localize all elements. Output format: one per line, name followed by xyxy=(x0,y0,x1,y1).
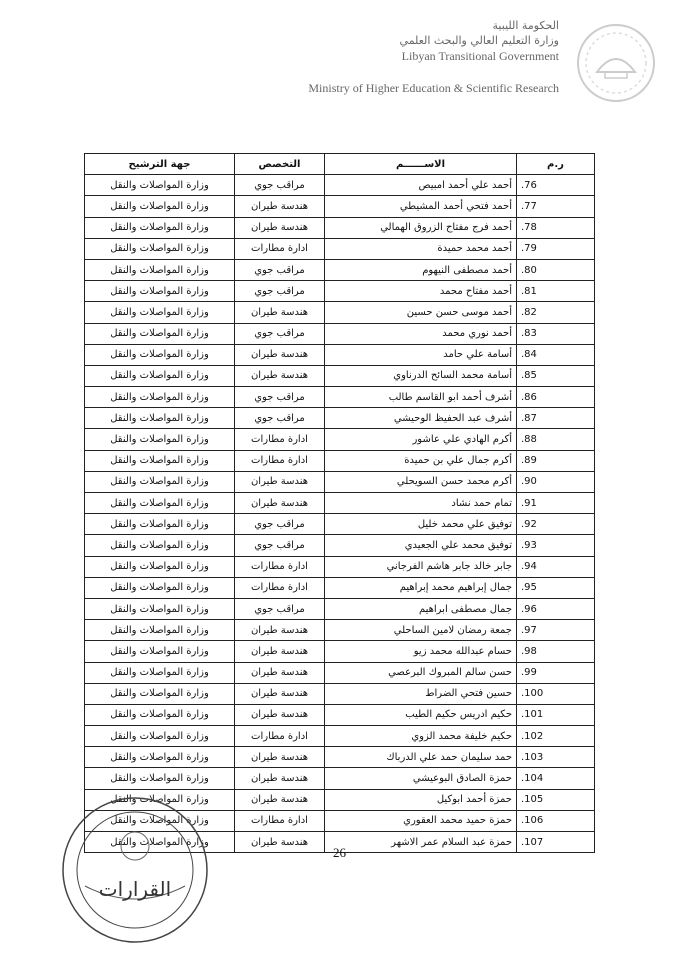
table-row xyxy=(85,259,595,280)
row-name: أحمد محمد حميدة xyxy=(325,238,517,259)
row-number: .99 xyxy=(517,662,595,683)
table-row xyxy=(85,641,595,662)
row-name: توفيق محمد علي الجعيدي xyxy=(325,535,517,556)
row-number: .89 xyxy=(517,450,595,471)
row-name: أشرف أحمد ابو القاسم طالب xyxy=(325,387,517,408)
table-row xyxy=(85,747,595,768)
table-row xyxy=(85,577,595,598)
row-specialization: مراقب جوي xyxy=(235,535,325,556)
row-nominating-entity: وزارة المواصلات والنقل xyxy=(85,641,235,662)
row-nominating-entity: وزارة المواصلات والنقل xyxy=(85,281,235,302)
row-specialization: مراقب جوي xyxy=(235,408,325,429)
row-nominating-entity: وزارة المواصلات والنقل xyxy=(85,408,235,429)
row-number: .96 xyxy=(517,598,595,619)
row-nominating-entity: وزارة المواصلات والنقل xyxy=(85,175,235,196)
row-specialization: هندسة طيران xyxy=(235,832,325,853)
table-row xyxy=(85,281,595,302)
table-row xyxy=(85,365,595,386)
row-specialization: هندسة طيران xyxy=(235,789,325,810)
row-specialization: ادارة مطارات xyxy=(235,810,325,831)
table-row xyxy=(85,344,595,365)
row-specialization: ادارة مطارات xyxy=(235,429,325,450)
row-name: أكرم الهادي علي عاشور xyxy=(325,429,517,450)
row-number: .79 xyxy=(517,238,595,259)
table-header-row xyxy=(85,154,595,175)
row-number: .101 xyxy=(517,704,595,725)
row-name: حسين فتحي الضراط xyxy=(325,683,517,704)
row-name: أحمد مفتاح محمد xyxy=(325,281,517,302)
row-number: .106 xyxy=(517,810,595,831)
table-row xyxy=(85,238,595,259)
row-number: .85 xyxy=(517,365,595,386)
row-name: حمزة الصادق البوعيشي xyxy=(325,768,517,789)
government-name-arabic: الحكومة الليبية xyxy=(492,19,559,32)
row-name: حسن سالم المبروك البرعصي xyxy=(325,662,517,683)
row-number: .91 xyxy=(517,493,595,514)
row-nominating-entity: وزارة المواصلات والنقل xyxy=(85,789,235,810)
row-name: أسامة محمد السائح الدرناوي xyxy=(325,365,517,386)
table-row xyxy=(85,471,595,492)
row-specialization: هندسة طيران xyxy=(235,217,325,238)
table-row xyxy=(85,535,595,556)
row-number: .105 xyxy=(517,789,595,810)
row-nominating-entity: وزارة المواصلات والنقل xyxy=(85,556,235,577)
table-row xyxy=(85,768,595,789)
row-nominating-entity: وزارة المواصلات والنقل xyxy=(85,471,235,492)
ministry-name-english: Ministry of Higher Education & Scientific Research xyxy=(308,81,559,95)
row-number: .104 xyxy=(517,768,595,789)
row-specialization: مراقب جوي xyxy=(235,259,325,280)
row-name: حسام عبدالله محمد زيو xyxy=(325,641,517,662)
row-name: جمال مصطفى ابراهيم xyxy=(325,598,517,619)
row-number: .94 xyxy=(517,556,595,577)
row-specialization: مراقب جوي xyxy=(235,514,325,535)
letterhead xyxy=(229,18,559,95)
table-row xyxy=(85,323,595,344)
row-number: .88 xyxy=(517,429,595,450)
row-specialization: هندسة طيران xyxy=(235,365,325,386)
row-name: حمزة حميد محمد العقوري xyxy=(325,810,517,831)
table-row xyxy=(85,726,595,747)
row-number: .81 xyxy=(517,281,595,302)
row-specialization: هندسة طيران xyxy=(235,620,325,641)
table-row xyxy=(85,450,595,471)
table-row xyxy=(85,408,595,429)
row-specialization: مراقب جوي xyxy=(235,175,325,196)
row-specialization: هندسة طيران xyxy=(235,662,325,683)
row-nominating-entity: وزارة المواصلات والنقل xyxy=(85,598,235,619)
row-specialization: ادارة مطارات xyxy=(235,577,325,598)
row-specialization: هندسة طيران xyxy=(235,471,325,492)
row-name: حمزة أحمد ابوكيل xyxy=(325,789,517,810)
row-number: .82 xyxy=(517,302,595,323)
row-specialization: ادارة مطارات xyxy=(235,238,325,259)
row-specialization: ادارة مطارات xyxy=(235,450,325,471)
row-nominating-entity: وزارة المواصلات والنقل xyxy=(85,259,235,280)
row-number: .83 xyxy=(517,323,595,344)
table-row xyxy=(85,662,595,683)
table-row xyxy=(85,493,595,514)
row-name: أحمد فتحي أحمد المشيطي xyxy=(325,196,517,217)
row-specialization: هندسة طيران xyxy=(235,302,325,323)
row-specialization: مراقب جوي xyxy=(235,323,325,344)
row-nominating-entity: وزارة المواصلات والنقل xyxy=(85,365,235,386)
government-name-english: Libyan Transitional Government xyxy=(401,49,559,63)
header-serial-number: ر.م xyxy=(517,154,595,175)
row-name: جمال إبراهيم محمد إبراهيم xyxy=(325,577,517,598)
row-nominating-entity: وزارة المواصلات والنقل xyxy=(85,302,235,323)
row-name: حمزة عبد السلام عمر الاشهر xyxy=(325,832,517,853)
stamp-text: القرارات xyxy=(98,877,172,901)
table-row xyxy=(85,683,595,704)
row-specialization: هندسة طيران xyxy=(235,641,325,662)
row-nominating-entity: وزارة المواصلات والنقل xyxy=(85,810,235,831)
row-name: جابر خالد جابر هاشم الفرجاني xyxy=(325,556,517,577)
row-name: أسامة علي حامد xyxy=(325,344,517,365)
row-number: .80 xyxy=(517,259,595,280)
row-nominating-entity: وزارة المواصلات والنقل xyxy=(85,514,235,535)
row-name: أحمد نوري محمد xyxy=(325,323,517,344)
row-number: .92 xyxy=(517,514,595,535)
row-number: .76 xyxy=(517,175,595,196)
row-nominating-entity: وزارة المواصلات والنقل xyxy=(85,726,235,747)
row-specialization: هندسة طيران xyxy=(235,493,325,514)
page-number: 26 xyxy=(333,845,346,860)
header-specialization: التخصص xyxy=(235,154,325,175)
row-number: .93 xyxy=(517,535,595,556)
row-name: حكيم ادريس حكيم الطيب xyxy=(325,704,517,725)
row-number: .100 xyxy=(517,683,595,704)
row-nominating-entity: وزارة المواصلات والنقل xyxy=(85,493,235,514)
row-specialization: هندسة طيران xyxy=(235,683,325,704)
row-number: .78 xyxy=(517,217,595,238)
row-name: أحمد موسى حسن حسين xyxy=(325,302,517,323)
row-nominating-entity: وزارة المواصلات والنقل xyxy=(85,662,235,683)
row-specialization: مراقب جوي xyxy=(235,281,325,302)
row-name: تمام حمد نشاد xyxy=(325,493,517,514)
row-specialization: ادارة مطارات xyxy=(235,556,325,577)
header-name: الاســــــم xyxy=(325,154,517,175)
row-nominating-entity: وزارة المواصلات والنقل xyxy=(85,768,235,789)
row-nominating-entity: وزارة المواصلات والنقل xyxy=(85,344,235,365)
row-nominating-entity: وزارة المواصلات والنقل xyxy=(85,535,235,556)
row-name: حكيم خليفة محمد الزوي xyxy=(325,726,517,747)
table-row xyxy=(85,514,595,535)
row-nominating-entity: وزارة المواصلات والنقل xyxy=(85,577,235,598)
row-number: .86 xyxy=(517,387,595,408)
row-number: .87 xyxy=(517,408,595,429)
table-row xyxy=(85,620,595,641)
row-name: أحمد مصطفى النيهوم xyxy=(325,259,517,280)
row-nominating-entity: وزارة المواصلات والنقل xyxy=(85,323,235,344)
row-specialization: هندسة طيران xyxy=(235,747,325,768)
row-number: .90 xyxy=(517,471,595,492)
table-row xyxy=(85,196,595,217)
row-number: .84 xyxy=(517,344,595,365)
table-row xyxy=(85,556,595,577)
row-name: توفيق علي محمد خليل xyxy=(325,514,517,535)
row-number: .95 xyxy=(517,577,595,598)
row-nominating-entity: وزارة المواصلات والنقل xyxy=(85,196,235,217)
table-row xyxy=(85,429,595,450)
row-name: جمعة رمضان لامين الساحلي xyxy=(325,620,517,641)
table-row xyxy=(85,302,595,323)
row-number: .102 xyxy=(517,726,595,747)
table-row xyxy=(85,598,595,619)
row-name: أكرم جمال علي بن حميدة xyxy=(325,450,517,471)
row-specialization: هندسة طيران xyxy=(235,768,325,789)
header-nominating-entity: جهة الترشيح xyxy=(85,154,235,175)
row-number: .107 xyxy=(517,832,595,853)
row-number: .97 xyxy=(517,620,595,641)
table-row xyxy=(85,175,595,196)
row-name: أحمد فرج مفتاح الزروق الهمالي xyxy=(325,217,517,238)
row-nominating-entity: وزارة المواصلات والنقل xyxy=(85,450,235,471)
row-specialization: مراقب جوي xyxy=(235,387,325,408)
row-nominating-entity: وزارة المواصلات والنقل xyxy=(85,747,235,768)
table-row xyxy=(85,387,595,408)
row-specialization: هندسة طيران xyxy=(235,196,325,217)
row-number: .77 xyxy=(517,196,595,217)
row-name: حمد سليمان حمد علي الدرباك xyxy=(325,747,517,768)
row-nominating-entity: وزارة المواصلات والنقل xyxy=(85,704,235,725)
row-name: أشرف عبد الحفيظ الوحيشي xyxy=(325,408,517,429)
row-specialization: ادارة مطارات xyxy=(235,726,325,747)
table-row xyxy=(85,704,595,725)
row-name: أحمد علي أحمد امبيص xyxy=(325,175,517,196)
row-specialization: مراقب جوي xyxy=(235,598,325,619)
row-nominating-entity: وزارة المواصلات والنقل xyxy=(85,429,235,450)
table-body xyxy=(85,175,595,853)
row-number: .103 xyxy=(517,747,595,768)
table-row xyxy=(85,217,595,238)
row-number: .98 xyxy=(517,641,595,662)
row-nominating-entity: وزارة المواصلات والنقل xyxy=(85,238,235,259)
row-name: أكرم محمد حسن السويحلي xyxy=(325,471,517,492)
official-stamp xyxy=(55,790,215,950)
row-nominating-entity: وزارة المواصلات والنقل xyxy=(85,683,235,704)
row-specialization: هندسة طيران xyxy=(235,344,325,365)
ministry-emblem-icon xyxy=(575,22,657,104)
row-specialization: هندسة طيران xyxy=(235,704,325,725)
row-nominating-entity: وزارة المواصلات والنقل xyxy=(85,620,235,641)
row-nominating-entity: وزارة المواصلات والنقل xyxy=(85,832,235,853)
row-nominating-entity: وزارة المواصلات والنقل xyxy=(85,387,235,408)
nominees-table xyxy=(84,153,595,853)
row-nominating-entity: وزارة المواصلات والنقل xyxy=(85,217,235,238)
ministry-name-arabic: وزارة التعليم العالي والبحث العلمي xyxy=(399,34,559,47)
